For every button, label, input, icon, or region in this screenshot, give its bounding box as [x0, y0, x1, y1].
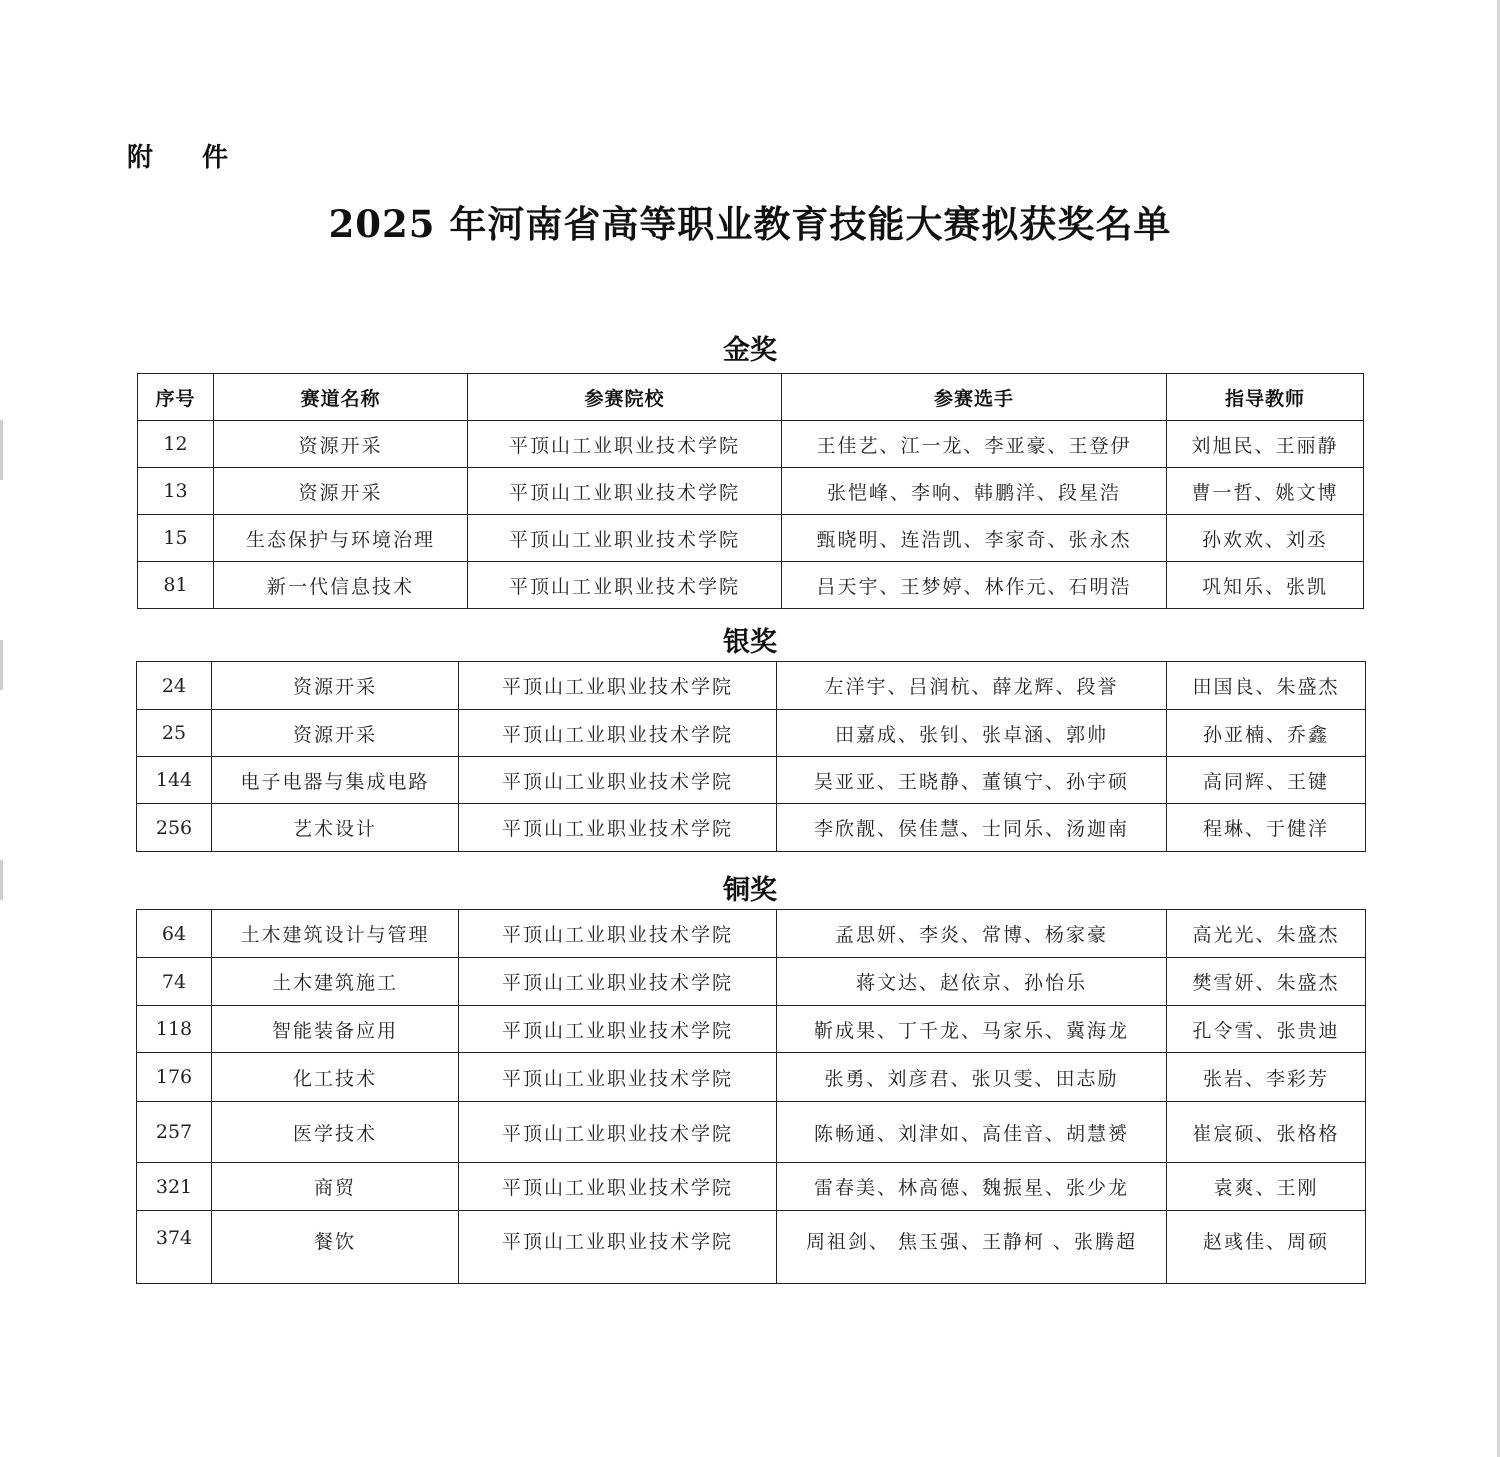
row-advisors: 田国良、朱盛杰 — [1167, 662, 1366, 710]
row-school: 平顶山工业职业技术学院 — [459, 1006, 777, 1053]
row-school: 平顶山工业职业技术学院 — [459, 662, 777, 710]
row-advisors: 孙亚楠、乔鑫 — [1167, 710, 1366, 757]
row-school: 平顶山工业职业技术学院 — [459, 757, 777, 804]
row-advisors: 曹一哲、姚文博 — [1167, 468, 1364, 515]
row-school: 平顶山工业职业技术学院 — [468, 468, 782, 515]
row-index: 13 — [138, 468, 214, 515]
header-contestants: 参赛选手 — [782, 374, 1167, 421]
row-advisors: 孔令雪、张贵迪 — [1167, 1006, 1366, 1053]
row-index: 374 — [137, 1211, 212, 1284]
silver-section-title: 银奖 — [723, 627, 777, 658]
row-track: 餐饮 — [212, 1211, 459, 1284]
row-advisors: 刘旭民、王丽静 — [1167, 421, 1364, 468]
row-track: 医学技术 — [212, 1102, 459, 1163]
row-advisors: 张岩、李彩芳 — [1167, 1053, 1366, 1102]
row-contestants: 吴亚亚、王晓静、董镇宁、孙宇硕 — [777, 757, 1167, 804]
row-track: 化工技术 — [212, 1053, 459, 1102]
row-advisors: 程琳、于健洋 — [1167, 804, 1366, 852]
row-index: 15 — [138, 515, 214, 562]
silver-award-table — [136, 661, 1366, 852]
row-contestants: 靳成果、丁千龙、马家乐、冀海龙 — [777, 1006, 1167, 1053]
row-index: 24 — [137, 662, 212, 710]
row-contestants: 周祖剑、 焦玉强、王静柯 、张腾超 — [777, 1211, 1167, 1284]
row-school: 平顶山工业职业技术学院 — [468, 421, 782, 468]
row-school: 平顶山工业职业技术学院 — [459, 1163, 777, 1211]
row-school: 平顶山工业职业技术学院 — [459, 910, 777, 958]
bronze-award-table — [136, 909, 1366, 1284]
row-index: 64 — [137, 910, 212, 958]
row-track: 土木建筑施工 — [212, 958, 459, 1006]
row-index: 321 — [137, 1163, 212, 1211]
row-advisors: 袁爽、王刚 — [1167, 1163, 1366, 1211]
row-index: 81 — [138, 562, 214, 609]
scan-edge-mark — [0, 420, 3, 480]
row-advisors: 樊雪妍、朱盛杰 — [1167, 958, 1366, 1006]
header-school: 参赛院校 — [468, 374, 782, 421]
table-row — [137, 958, 1366, 1006]
attachment-label: 附 件 — [127, 143, 249, 173]
row-contestants: 张勇、刘彦君、张贝雯、田志励 — [777, 1053, 1167, 1102]
table-header-row — [138, 374, 1364, 421]
table-row — [138, 515, 1364, 562]
row-track: 土木建筑设计与管理 — [212, 910, 459, 958]
row-contestants: 蒋文达、赵依京、孙怡乐 — [777, 958, 1167, 1006]
row-index: 257 — [137, 1102, 212, 1163]
row-school: 平顶山工业职业技术学院 — [459, 710, 777, 757]
table-row — [137, 662, 1366, 710]
row-contestants: 吕天宇、王梦婷、林作元、石明浩 — [782, 562, 1167, 609]
header-advisors: 指导教师 — [1167, 374, 1364, 421]
row-contestants: 李欣靓、侯佳慧、士同乐、汤迦南 — [777, 804, 1167, 852]
row-advisors: 崔宸硕、张格格 — [1167, 1102, 1366, 1163]
row-track: 智能装备应用 — [212, 1006, 459, 1053]
row-contestants: 雷春美、林高德、魏振星、张少龙 — [777, 1163, 1167, 1211]
header-track: 赛道名称 — [214, 374, 468, 421]
document-title: 2025 年河南省高等职业教育技能大赛拟获奖名单 — [328, 202, 1172, 246]
gold-award-table — [137, 373, 1364, 609]
header-index: 序号 — [138, 374, 214, 421]
row-school: 平顶山工业职业技术学院 — [468, 562, 782, 609]
row-track: 电子电器与集成电路 — [212, 757, 459, 804]
table-row — [137, 757, 1366, 804]
row-index: 144 — [137, 757, 212, 804]
row-advisors: 高同辉、王键 — [1167, 757, 1366, 804]
row-contestants: 陈畅通、刘津如、高佳音、胡慧赟 — [777, 1102, 1167, 1163]
row-school: 平顶山工业职业技术学院 — [459, 1102, 777, 1163]
row-school: 平顶山工业职业技术学院 — [459, 958, 777, 1006]
row-index: 12 — [138, 421, 214, 468]
gold-section-title: 金奖 — [723, 335, 777, 366]
table-row — [137, 1163, 1366, 1211]
table-row — [137, 1211, 1366, 1284]
table-row — [138, 468, 1364, 515]
table-row — [137, 710, 1366, 757]
row-contestants: 张恺峰、李响、韩鹏洋、段星浩 — [782, 468, 1167, 515]
table-row — [137, 1006, 1366, 1053]
row-track: 资源开采 — [214, 421, 468, 468]
row-school: 平顶山工业职业技术学院 — [459, 1211, 777, 1284]
table-row — [138, 421, 1364, 468]
row-index: 176 — [137, 1053, 212, 1102]
row-contestants: 王佳艺、江一龙、李亚豪、王登伊 — [782, 421, 1167, 468]
row-index: 74 — [137, 958, 212, 1006]
row-contestants: 田嘉成、张钊、张卓涵、郭帅 — [777, 710, 1167, 757]
row-advisors: 孙欢欢、刘丞 — [1167, 515, 1364, 562]
row-advisors: 高光光、朱盛杰 — [1167, 910, 1366, 958]
row-contestants: 孟思妍、李炎、常博、杨家豪 — [777, 910, 1167, 958]
row-track: 艺术设计 — [212, 804, 459, 852]
row-contestants: 左洋宇、吕润杭、薛龙辉、段誉 — [777, 662, 1167, 710]
row-track: 资源开采 — [214, 468, 468, 515]
row-school: 平顶山工业职业技术学院 — [459, 804, 777, 852]
row-advisors: 赵彧佳、周硕 — [1167, 1211, 1366, 1284]
bronze-section-title: 铜奖 — [723, 875, 777, 906]
table-row — [137, 910, 1366, 958]
row-school: 平顶山工业职业技术学院 — [459, 1053, 777, 1102]
table-row — [137, 1053, 1366, 1102]
row-track: 生态保护与环境治理 — [214, 515, 468, 562]
row-index: 118 — [137, 1006, 212, 1053]
row-index: 256 — [137, 804, 212, 852]
table-row — [138, 562, 1364, 609]
table-row — [137, 804, 1366, 852]
row-contestants: 甄晓明、连浩凯、李家奇、张永杰 — [782, 515, 1167, 562]
row-track: 商贸 — [212, 1163, 459, 1211]
row-index: 25 — [137, 710, 212, 757]
row-track: 资源开采 — [212, 710, 459, 757]
row-track: 新一代信息技术 — [214, 562, 468, 609]
row-track: 资源开采 — [212, 662, 459, 710]
table-row — [137, 1102, 1366, 1163]
row-school: 平顶山工业职业技术学院 — [468, 515, 782, 562]
row-advisors: 巩知乐、张凯 — [1167, 562, 1364, 609]
